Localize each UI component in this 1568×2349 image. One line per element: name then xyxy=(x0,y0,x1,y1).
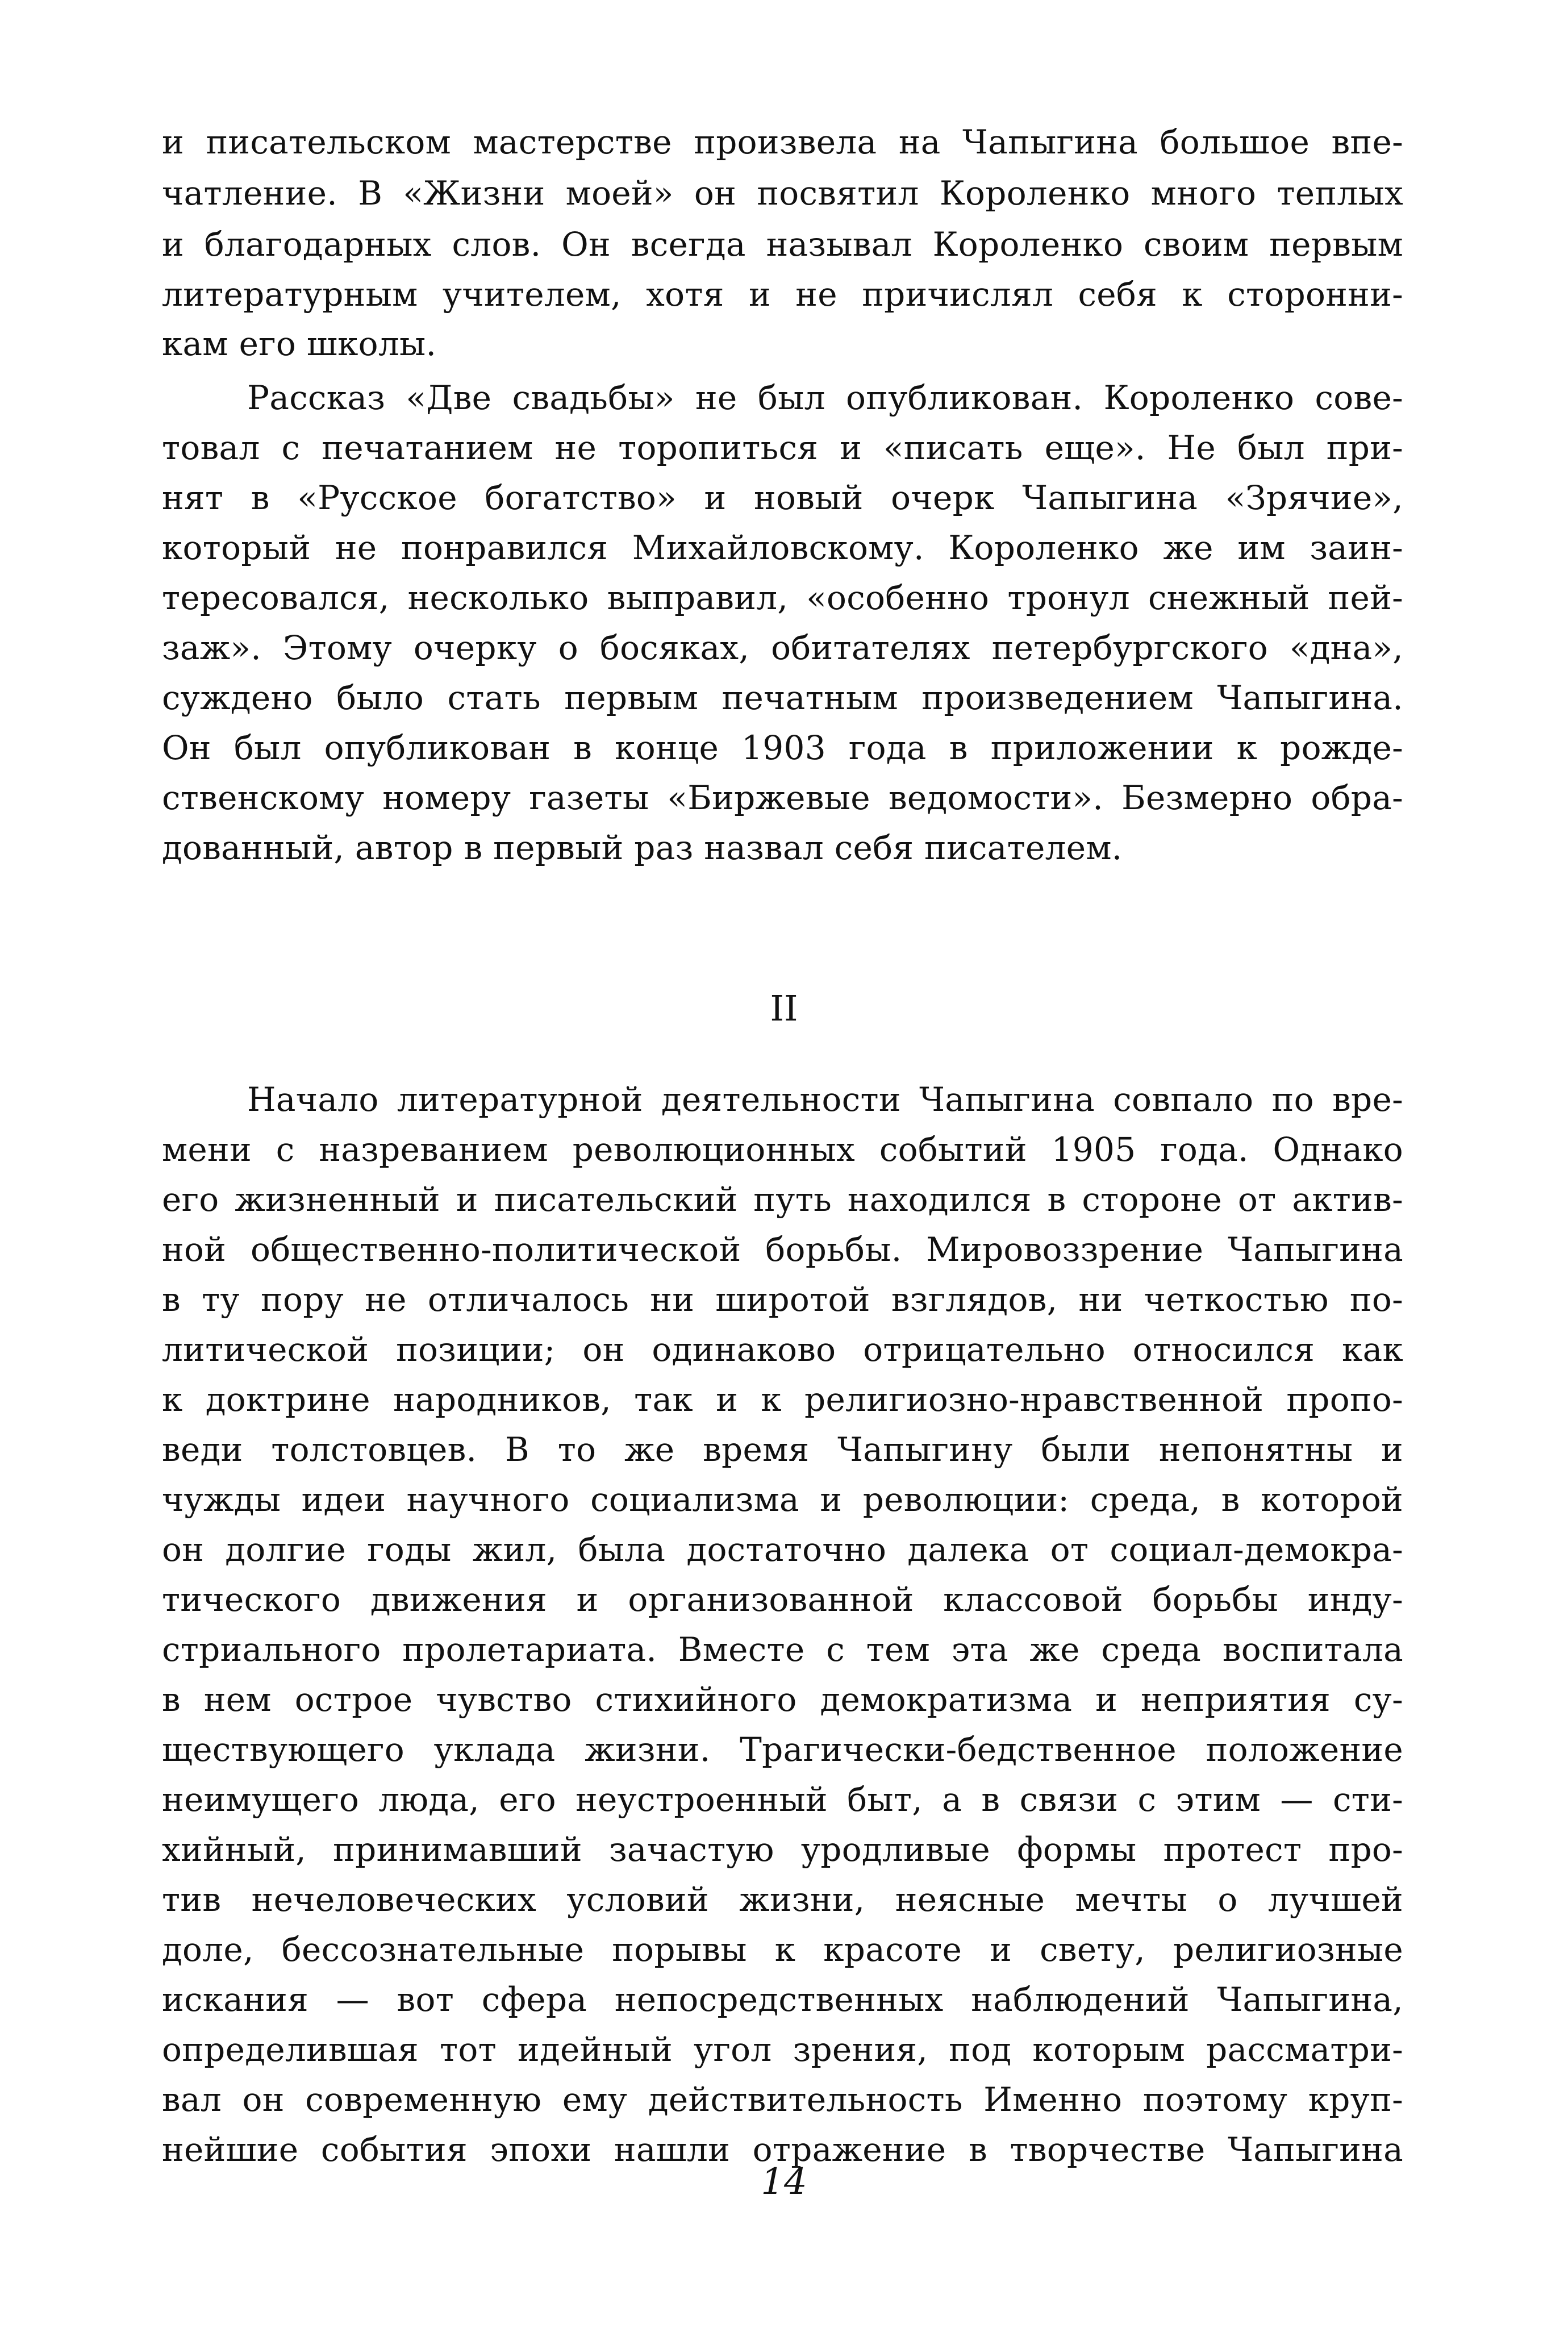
text-line: доле, бессознательные порывы к красоте и свету, религиозные xyxy=(162,1930,1403,1969)
text-line: литературным учителем, хотя и не причислял себя к сторонни- xyxy=(162,275,1403,314)
text-line: ственскому номеру газеты «Биржевые ведомости». Безмерно обра- xyxy=(162,778,1403,817)
text-line: стриального пролетариата. Вместе с тем эта же среда воспитала xyxy=(162,1630,1403,1669)
text-line: искания — вот сфера непосредственных наблюдений Чапыгина, xyxy=(162,1980,1403,2019)
text-line: вал он современную ему действительность Именно поэтому круп- xyxy=(162,2080,1403,2119)
text-line: и благодарных слов. Он всегда называл Короленко своим первым xyxy=(162,225,1403,264)
page-number: 14 xyxy=(761,2161,807,2203)
text-line: его жизненный и писательский путь находился в стороне от актив- xyxy=(162,1180,1403,1219)
text-line: литической позиции; он одинаково отрицательно относился как xyxy=(162,1330,1403,1369)
text-line: в нем острое чувство стихийного демократизма и неприятия су- xyxy=(162,1680,1403,1719)
text-line: чатление. В «Жизни моей» он посвятил Короленко много теплых xyxy=(162,174,1403,213)
text-line: кам его школы. xyxy=(162,324,437,363)
text-line: Начало литературной деятельности Чапыгина совпало по вре- xyxy=(247,1080,1403,1119)
text-line: ной общественно-политической борьбы. Мировоззрение Чапыгина xyxy=(162,1230,1403,1269)
text-line: в ту пору не отличалось ни широтой взглядов, ни четкостью по- xyxy=(162,1280,1403,1319)
text-line: суждено было стать первым печатным произведением Чапыгина. xyxy=(162,678,1403,717)
text-line: хийный, принимавший зачастую уродливые формы протест про- xyxy=(162,1830,1403,1869)
text-line: товал с печатанием не торопиться и «писать еще». Не был при- xyxy=(162,428,1403,467)
text-line: тив нечеловеческих условий жизни, неясные мечты о лучшей xyxy=(162,1880,1403,1919)
text-line: и писательском мастерстве произвела на Чапыгина большое впе- xyxy=(162,123,1403,161)
text-line: нейшие события эпохи нашли отражение в творчестве Чапыгина xyxy=(162,2130,1403,2169)
text-line: который не понравился Михайловскому. Короленко же им заин- xyxy=(162,528,1403,567)
text-line: он долгие годы жил, была достаточно далека от социал-демокра- xyxy=(162,1530,1403,1569)
text-line: чужды идеи научного социализма и революции: среда, в которой xyxy=(162,1480,1403,1519)
text-line: к доктрине народников, так и к религиозно-нравственной пропо- xyxy=(162,1380,1403,1419)
text-line: веди толстовцев. В то же время Чапыгину были непонятны и xyxy=(162,1430,1403,1469)
text-line: тересовался, несколько выправил, «особенно тронул снежный пей- xyxy=(162,578,1403,617)
text-line: неимущего люда, его неустроенный быт, а в связи с этим — сти- xyxy=(162,1780,1403,1819)
text-line: тического движения и организованной классовой борьбы инду- xyxy=(162,1580,1403,1619)
text-line: нят в «Русское богатство» и новый очерк Чапыгина «Зрячие», xyxy=(162,478,1403,517)
section-heading: II xyxy=(770,988,798,1029)
text-line: ществующего уклада жизни. Трагически-бедственное положение xyxy=(162,1730,1403,1769)
text-line: определившая тот идейный угол зрения, под которым рассматри- xyxy=(162,2030,1403,2069)
text-line: мени с назреванием революционных событий 1905 года. Однако xyxy=(162,1130,1403,1169)
text-line: Он был опубликован в конце 1903 года в приложении к рожде- xyxy=(162,728,1403,767)
text-line: Рассказ «Две свадьбы» не был опубликован. Короленко сове- xyxy=(247,378,1403,417)
text-line: заж». Этому очерку о босяках, обитателях петербургского «дна», xyxy=(162,628,1403,667)
text-line: дованный, автор в первый раз назвал себя писателем. xyxy=(162,828,1123,867)
